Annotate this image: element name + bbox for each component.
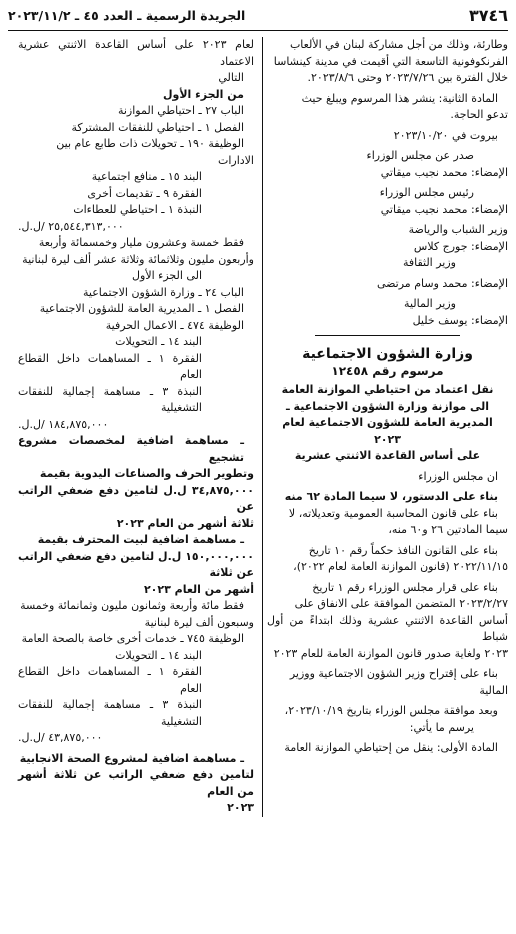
text-line: صدر عن مجلس الوزراء [366, 149, 474, 162]
text-line: وزير المالية [404, 297, 456, 310]
text-line: فقط مائة وأربعة وثمانون مليون وثمانمائة وخمسة [20, 599, 244, 612]
text-line: المادة الأولى: ينقل من إحتياطي الموازنة العامة [284, 741, 498, 754]
text-line: بناء على قرار مجلس الوزراء رقم ١ تاريخ [312, 580, 498, 594]
subject-line: المديرية العامة للشؤون الاجتماعية لعام ٢٠٢٣ [282, 416, 493, 446]
two-column-body [8, 37, 508, 817]
text-line: النبذة ٣ ـ مساهمة إجمالية للنفقات التشغيلية [18, 698, 202, 728]
text-line: ـ مساهمة اضافية لبيت المحترف بقيمة [37, 533, 244, 546]
page-header [8, 0, 508, 31]
text-line: ٢٠٢٣ ولغاية صدور قانون الموازنة العامة للعام ٢٠٢٣ [273, 646, 508, 660]
text-line: الى الجزء الأول [132, 269, 202, 282]
text-line: لتامين دفع ضعفي الراتب عن ثلاثة أشهر من العام [18, 768, 254, 798]
text-line: الوظيفة ٧٤٥ ـ خدمات أخرى خاصة بالصحة العامة [21, 632, 244, 645]
decree-number: مرسوم رقم ١٢٤٥٨ [331, 364, 444, 378]
text-line: الفصل ١ ـ المديرية العامة للشؤون الاجتماعية [39, 302, 244, 315]
text-line: بناء على قانون المحاسبة العمومية وتعديلاته، لا [288, 506, 498, 520]
text-line: رئيس مجلس الوزراء [379, 186, 474, 199]
text-line: وطارئة، وذلك من أجل مشاركة لبنان في الألعاب [289, 38, 508, 51]
amount-line: ٢٥,٥٤٤,٣١٣,٠٠٠ /ل.ل. [18, 219, 124, 233]
text-line: بناء على القانون النافذ حكماً رقم ١٠ تاريخ [308, 543, 498, 557]
right-column-top [267, 37, 508, 329]
text-line: الفقرة ٩ ـ تقديمات أخرى [87, 186, 202, 200]
text-line: التالي [218, 71, 244, 84]
left-column-text [18, 37, 254, 817]
text-line: ٢٠٢٣ [227, 801, 254, 814]
ministry-heading: وزارة الشؤون الاجتماعية [302, 346, 473, 362]
text-line: الإمضاء: محمد نجيب ميقاتي [380, 202, 508, 216]
text-line: وتطوير الحرف والصناعات اليدوية بقيمة [39, 467, 254, 480]
text-line: المادة الثانية: ينشر هذا المرسوم ويبلغ حيث [301, 91, 498, 105]
text-line: البند ١٤ ـ التحويلات [115, 648, 202, 662]
text-line: أساس القاعدة الاثنتي عشرية وذلك ابتداءً من أول شباط [267, 613, 508, 643]
right-column [263, 37, 508, 817]
gazette-title: الجريدة الرسمية ـ العدد ٤٥ ـ ٢٠٢٣/١١/٢ [8, 7, 246, 23]
text-line: النبذة ١ ـ احتياطي للعطاءات [73, 203, 202, 216]
subject-line: الى موازنة وزارة الشؤون الاجتماعية ـ [285, 399, 490, 413]
text-line: وسبعون ألف ليرة لبنانية [144, 615, 254, 629]
text-line: وزير الثقافة [402, 256, 456, 269]
text-line: بناء على الدستور، لا سيما المادة ٦٢ منه [284, 490, 498, 503]
text-line: الباب ٢٤ ـ وزارة الشؤون الاجتماعية [83, 285, 244, 299]
amount-line: ٤٣,٨٧٥,٠٠٠ /ل.ل. [18, 731, 103, 744]
text-line: الادارات [217, 153, 254, 167]
text-line: وزير الشباب والرياضة [408, 223, 508, 236]
text-line: سيما المادتين ٢٦ و٦٠ منه، [388, 523, 508, 536]
page-number: ٣٧٤٦ [468, 5, 508, 25]
text-line: الإمضاء: محمد وسام مرتضى [376, 276, 508, 290]
text-line: أشهر من العام ٢٠٢٣ [143, 582, 254, 596]
text-line: ٢٠٢٣/٢/٢٧ المتضمن الموافقة على الانفاق على [294, 597, 508, 610]
text-line: ـ مساهمة اضافية لمخصصات مشروع تشجيع [18, 434, 244, 464]
text-line: ان مجلس الوزراء [418, 469, 498, 483]
text-line: الإمضاء: محمد نجيب ميقاتي [380, 165, 508, 179]
text-line: المالية [479, 683, 508, 697]
decree-body [267, 469, 508, 757]
text-line: الوظيفة ١٩٠ ـ تحويلات ذات طابع عام بين [56, 137, 244, 150]
text-line: البند ١٤ ـ التحويلات [115, 335, 202, 348]
text-line: النبذة ٣ ـ مساهمة إجمالية للنفقات التشغيلية [18, 384, 202, 414]
text-line: خلال الفترة بين ٢٠٢٣/٧/٢٦ وحتى ٢٠٢٣/٨/٦. [307, 71, 508, 84]
text-line: بيروت في ٢٠٢٣/١٠/٢٠ [393, 128, 498, 142]
text-line: ١٥٠,٠٠٠,٠٠٠ ل.ل لتامين دفع ضعفي الراتب عن ثلاثة [18, 549, 254, 579]
text-line: تدعو الحاجة. [450, 108, 508, 121]
text-line: البند ١٥ ـ منافع اجتماعية [91, 170, 202, 183]
text-line: الإمضاء: جورج كلاس [413, 239, 508, 253]
text-line: ٢٠٢٢/١١/١٥ (قانون الموازنة العامة لعام ٢٠٢٢)، [293, 560, 508, 573]
subject-line: على أساس القاعدة الاثنتي عشرية [294, 449, 481, 462]
text-line: الوظيفة ٤٧٤ ـ الاعمال الحرفية [105, 318, 244, 332]
text-line: بناء على إقتراح وزير الشؤون الاجتماعية ووزير [289, 667, 498, 680]
text-line: يرسم ما يأتي: [409, 720, 474, 734]
text-line: الفقرة ١ ـ المساهمات داخل القطاع العام [18, 351, 202, 381]
text-line: فقط خمسة وعشرون مليار وخمسمائة وأربعة [38, 236, 244, 249]
text-line: وأربعون مليون وثلاثمائة وثلاثة عشر ألف ليرة لبنانية [22, 252, 254, 266]
text-line: وبعد موافقة مجلس الوزراء بتاريخ ٢٠٢٣/١٠/١٩، [284, 704, 498, 717]
text-line: من الجزء الأول [162, 87, 244, 101]
text-line: الباب ٢٧ ـ احتياطي الموازنة [117, 104, 244, 117]
text-line: الإمضاء: يوسف خليل [412, 313, 508, 327]
amount-line: ١٨٤,٨٧٥,٠٠٠ /ل.ل. [18, 417, 109, 431]
subject-line: نقل اعتماد من احتياطي الموازنة العامة [281, 383, 494, 396]
text-line: ٣٤,٨٧٥,٠٠٠ ل.ل لتامين دفع ضعفي الراتب عن [18, 483, 254, 513]
text-line: ثلاثة أشهر من العام ٢٠٢٣ [116, 516, 254, 530]
text-line: ـ مساهمة اضافية لمشروع الصحة الانجابية [19, 751, 244, 765]
text-line: الفقرة ١ ـ المساهمات داخل القطاع العام [18, 665, 202, 695]
left-column [18, 37, 263, 817]
section-divider [315, 335, 460, 336]
text-line: الفرنكوفونية التاسعة التي أقيمت في مدينة كينشاسا [273, 54, 508, 68]
text-line: لعام ٢٠٢٣ على أساس القاعدة الاثنتي عشرية الاعتماد [18, 38, 254, 68]
text-line: الفصل ١ ـ احتياطي للنفقات المشتركة [71, 120, 244, 134]
decree-subject [267, 382, 508, 465]
